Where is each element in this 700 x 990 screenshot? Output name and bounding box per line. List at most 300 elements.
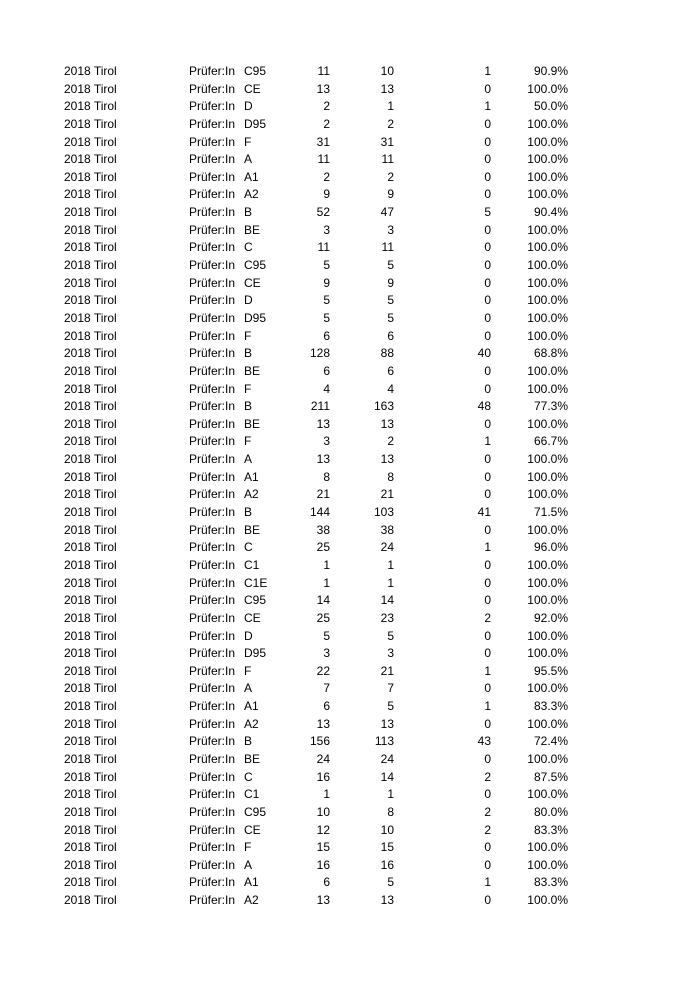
total-count-cell: 16 (316, 857, 330, 872)
examiner-cell: Prüfer:In (189, 628, 236, 643)
table-row (0, 504, 700, 522)
license-class-cell: A2 (244, 187, 259, 202)
total-count-cell: 38 (316, 522, 330, 537)
table-row (0, 222, 700, 240)
total-count-cell: 13 (316, 893, 330, 908)
table-row (0, 786, 700, 804)
license-class-cell: C95 (244, 258, 267, 273)
total-count-cell: 31 (316, 134, 330, 149)
year-region-cell: 2018 Tirol (64, 716, 117, 731)
license-class-cell: D (244, 293, 253, 308)
passed-count-cell: 8 (387, 469, 394, 484)
total-count-cell: 5 (323, 628, 330, 643)
total-count-cell: 11 (317, 64, 330, 78)
passed-count-cell: 11 (381, 152, 394, 167)
passed-count-cell: 9 (387, 187, 394, 202)
pass-rate-cell: 100.0% (527, 452, 568, 467)
year-region-cell: 2018 Tirol (64, 187, 117, 202)
license-class-cell: BE (244, 222, 261, 237)
passed-count-cell: 5 (387, 310, 394, 325)
total-count-cell: 6 (323, 328, 330, 343)
passed-count-cell: 21 (380, 663, 394, 678)
table-row (0, 522, 700, 540)
failed-count-cell: 2 (484, 804, 491, 819)
examiner-cell: Prüfer:In (189, 540, 236, 555)
year-region-cell: 2018 Tirol (64, 416, 117, 431)
pass-rate-cell: 100.0% (527, 116, 568, 131)
license-class-cell: D (244, 99, 253, 114)
total-count-cell: 8 (323, 469, 330, 484)
examiner-cell: Prüfer:In (189, 840, 236, 855)
examiner-cell: Prüfer:In (189, 593, 236, 608)
pass-rate-cell: 100.0% (527, 416, 568, 431)
year-region-cell: 2018 Tirol (64, 522, 117, 537)
total-count-cell: 6 (323, 875, 330, 890)
passed-count-cell: 6 (387, 328, 394, 343)
license-class-cell: A2 (244, 893, 259, 908)
failed-count-cell: 0 (484, 416, 491, 431)
year-region-cell: 2018 Tirol (64, 240, 117, 255)
license-class-cell: C95 (244, 64, 267, 78)
examiner-cell: Prüfer:In (189, 557, 236, 572)
examiner-cell: Prüfer:In (189, 399, 236, 414)
table-row (0, 239, 700, 257)
year-region-cell: 2018 Tirol (64, 840, 117, 855)
failed-count-cell: 0 (484, 222, 491, 237)
table-row (0, 292, 700, 310)
license-class-cell: CE (244, 822, 261, 837)
examiner-cell: Prüfer:In (189, 293, 236, 308)
table-row (0, 151, 700, 169)
passed-count-cell: 1 (387, 787, 394, 802)
table-row (0, 575, 700, 593)
failed-count-cell: 0 (484, 487, 491, 502)
total-count-cell: 3 (323, 646, 330, 661)
license-class-cell: A1 (244, 469, 259, 484)
failed-count-cell: 0 (484, 575, 491, 590)
year-region-cell: 2018 Tirol (64, 681, 117, 696)
failed-count-cell: 1 (484, 699, 491, 714)
data-table (0, 63, 700, 910)
pass-rate-cell: 100.0% (527, 716, 568, 731)
year-region-cell: 2018 Tirol (64, 734, 117, 749)
passed-count-cell: 5 (387, 699, 394, 714)
license-class-cell: F (244, 663, 252, 678)
pass-rate-cell: 100.0% (527, 381, 568, 396)
passed-count-cell: 16 (380, 857, 394, 872)
failed-count-cell: 0 (484, 557, 491, 572)
examiner-cell: Prüfer:In (189, 716, 236, 731)
failed-count-cell: 0 (484, 169, 491, 184)
pass-rate-cell: 68.8% (533, 346, 568, 361)
pass-rate-cell: 100.0% (527, 81, 568, 96)
total-count-cell: 15 (316, 840, 330, 855)
examiner-cell: Prüfer:In (189, 381, 236, 396)
license-class-cell: A (244, 152, 253, 167)
passed-count-cell: 5 (387, 875, 394, 890)
year-region-cell: 2018 Tirol (64, 169, 117, 184)
passed-count-cell: 13 (380, 416, 394, 431)
year-region-cell: 2018 Tirol (64, 575, 117, 590)
year-region-cell: 2018 Tirol (64, 557, 117, 572)
total-count-cell: 9 (323, 275, 330, 290)
passed-count-cell: 14 (380, 769, 394, 784)
failed-count-cell: 0 (484, 328, 491, 343)
failed-count-cell: 0 (484, 452, 491, 467)
total-count-cell: 52 (316, 205, 330, 220)
license-class-cell: A (244, 857, 253, 872)
total-count-cell: 11 (317, 240, 330, 255)
table-row (0, 469, 700, 487)
table-row (0, 451, 700, 469)
pass-rate-cell: 66.7% (533, 434, 568, 449)
passed-count-cell: 5 (387, 258, 394, 273)
table-row (0, 363, 700, 381)
total-count-cell: 2 (323, 169, 330, 184)
failed-count-cell: 1 (484, 663, 491, 678)
examiner-cell: Prüfer:In (189, 893, 236, 908)
failed-count-cell: 0 (484, 840, 491, 855)
examiner-cell: Prüfer:In (189, 769, 236, 784)
examiner-cell: Prüfer:In (189, 310, 236, 325)
license-class-cell: D95 (244, 310, 267, 325)
license-class-cell: C95 (244, 593, 267, 608)
total-count-cell: 22 (316, 663, 330, 678)
pass-rate-cell: 87.5% (533, 769, 568, 784)
passed-count-cell: 163 (373, 399, 394, 414)
pass-rate-cell: 100.0% (527, 152, 568, 167)
year-region-cell: 2018 Tirol (64, 593, 117, 608)
pass-rate-cell: 100.0% (527, 857, 568, 872)
table-row (0, 804, 700, 822)
total-count-cell: 2 (323, 99, 330, 114)
total-count-cell: 4 (323, 381, 330, 396)
passed-count-cell: 103 (373, 505, 394, 520)
failed-count-cell: 0 (484, 646, 491, 661)
table-row (0, 416, 700, 434)
year-region-cell: 2018 Tirol (64, 610, 117, 625)
pass-rate-cell: 100.0% (527, 328, 568, 343)
failed-count-cell: 0 (484, 134, 491, 149)
year-region-cell: 2018 Tirol (64, 822, 117, 837)
passed-count-cell: 1 (387, 557, 394, 572)
total-count-cell: 13 (316, 716, 330, 731)
year-region-cell: 2018 Tirol (64, 399, 117, 414)
table-row (0, 186, 700, 204)
examiner-cell: Prüfer:In (189, 505, 236, 520)
passed-count-cell: 2 (387, 116, 394, 131)
total-count-cell: 144 (309, 505, 330, 520)
examiner-cell: Prüfer:In (189, 663, 236, 678)
license-class-cell: B (244, 346, 253, 361)
license-class-cell: CE (244, 81, 261, 96)
passed-count-cell: 10 (380, 64, 394, 78)
table-row (0, 592, 700, 610)
passed-count-cell: 24 (380, 751, 394, 766)
failed-count-cell: 0 (484, 681, 491, 696)
pass-rate-cell: 77.3% (533, 399, 568, 414)
passed-count-cell: 5 (387, 628, 394, 643)
pass-rate-cell: 100.0% (527, 134, 568, 149)
failed-count-cell: 41 (477, 505, 491, 520)
failed-count-cell: 0 (484, 293, 491, 308)
passed-count-cell: 5 (387, 293, 394, 308)
table-row (0, 628, 700, 646)
total-count-cell: 1 (323, 787, 330, 802)
pass-rate-cell: 92.0% (533, 610, 568, 625)
passed-count-cell: 24 (380, 540, 394, 555)
failed-count-cell: 0 (484, 469, 491, 484)
license-class-cell: F (244, 328, 252, 343)
passed-count-cell: 13 (380, 716, 394, 731)
examiner-cell: Prüfer:In (189, 522, 236, 537)
license-class-cell: C95 (244, 804, 267, 819)
total-count-cell: 16 (316, 769, 330, 784)
table-row (0, 486, 700, 504)
total-count-cell: 13 (316, 452, 330, 467)
failed-count-cell: 2 (484, 822, 491, 837)
passed-count-cell: 2 (387, 434, 394, 449)
passed-count-cell: 7 (387, 681, 394, 696)
total-count-cell: 128 (309, 346, 330, 361)
examiner-cell: Prüfer:In (189, 822, 236, 837)
license-class-cell: F (244, 434, 252, 449)
pass-rate-cell: 100.0% (527, 469, 568, 484)
year-region-cell: 2018 Tirol (64, 293, 117, 308)
license-class-cell: A1 (244, 699, 259, 714)
passed-count-cell: 15 (380, 840, 394, 855)
total-count-cell: 10 (316, 804, 330, 819)
pass-rate-cell: 83.3% (533, 875, 568, 890)
pass-rate-cell: 100.0% (527, 293, 568, 308)
license-class-cell: F (244, 840, 252, 855)
total-count-cell: 7 (323, 681, 330, 696)
passed-count-cell: 13 (380, 81, 394, 96)
pass-rate-cell: 100.0% (527, 487, 568, 502)
pass-rate-cell: 100.0% (527, 258, 568, 273)
license-class-cell: C1E (244, 575, 268, 590)
examiner-cell: Prüfer:In (189, 646, 236, 661)
table-row (0, 874, 700, 892)
total-count-cell: 25 (316, 610, 330, 625)
license-class-cell: BE (244, 751, 261, 766)
pass-rate-cell: 100.0% (527, 363, 568, 378)
failed-count-cell: 1 (484, 540, 491, 555)
year-region-cell: 2018 Tirol (64, 505, 117, 520)
table-row (0, 116, 700, 134)
total-count-cell: 5 (323, 293, 330, 308)
table-row (0, 822, 700, 840)
examiner-cell: Prüfer:In (189, 487, 236, 502)
year-region-cell: 2018 Tirol (64, 134, 117, 149)
passed-count-cell: 10 (380, 822, 394, 837)
passed-count-cell: 14 (380, 593, 394, 608)
table-row (0, 81, 700, 99)
examiner-cell: Prüfer:In (189, 328, 236, 343)
passed-count-cell: 23 (380, 610, 394, 625)
year-region-cell: 2018 Tirol (64, 81, 117, 96)
failed-count-cell: 43 (477, 734, 491, 749)
pass-rate-cell: 71.5% (533, 505, 568, 520)
table-row (0, 63, 700, 81)
failed-count-cell: 40 (477, 346, 491, 361)
pass-rate-cell: 100.0% (527, 681, 568, 696)
examiner-cell: Prüfer:In (189, 275, 236, 290)
year-region-cell: 2018 Tirol (64, 857, 117, 872)
pass-rate-cell: 83.3% (533, 699, 568, 714)
failed-count-cell: 0 (484, 751, 491, 766)
pass-rate-cell: 100.0% (527, 522, 568, 537)
total-count-cell: 24 (316, 751, 330, 766)
examiner-cell: Prüfer:In (189, 64, 236, 78)
examiner-cell: Prüfer:In (189, 787, 236, 802)
pass-rate-cell: 100.0% (527, 751, 568, 766)
passed-count-cell: 9 (387, 275, 394, 290)
table-row (0, 275, 700, 293)
examiner-cell: Prüfer:In (189, 134, 236, 149)
examiner-cell: Prüfer:In (189, 346, 236, 361)
examiner-cell: Prüfer:In (189, 681, 236, 696)
year-region-cell: 2018 Tirol (64, 769, 117, 784)
failed-count-cell: 1 (484, 64, 491, 78)
table-row (0, 751, 700, 769)
total-count-cell: 3 (323, 222, 330, 237)
examiner-cell: Prüfer:In (189, 751, 236, 766)
license-class-cell: BE (244, 522, 261, 537)
pass-rate-cell: 100.0% (527, 575, 568, 590)
license-class-cell: F (244, 134, 252, 149)
examiner-cell: Prüfer:In (189, 610, 236, 625)
pass-rate-cell: 90.4% (533, 205, 568, 220)
total-count-cell: 156 (309, 734, 330, 749)
year-region-cell: 2018 Tirol (64, 663, 117, 678)
year-region-cell: 2018 Tirol (64, 64, 117, 78)
total-count-cell: 14 (316, 593, 330, 608)
total-count-cell: 21 (316, 487, 330, 502)
license-class-cell: D (244, 628, 253, 643)
year-region-cell: 2018 Tirol (64, 116, 117, 131)
license-class-cell: D95 (244, 646, 267, 661)
examiner-cell: Prüfer:In (189, 240, 236, 255)
table-row (0, 539, 700, 557)
pass-rate-cell: 100.0% (527, 169, 568, 184)
passed-count-cell: 13 (380, 893, 394, 908)
total-count-cell: 6 (323, 699, 330, 714)
table-row (0, 839, 700, 857)
license-class-cell: BE (244, 363, 261, 378)
failed-count-cell: 1 (484, 875, 491, 890)
license-class-cell: D95 (244, 116, 267, 131)
examiner-cell: Prüfer:In (189, 416, 236, 431)
failed-count-cell: 0 (484, 187, 491, 202)
table-row (0, 310, 700, 328)
year-region-cell: 2018 Tirol (64, 99, 117, 114)
passed-count-cell: 38 (380, 522, 394, 537)
year-region-cell: 2018 Tirol (64, 258, 117, 273)
year-region-cell: 2018 Tirol (64, 699, 117, 714)
year-region-cell: 2018 Tirol (64, 893, 117, 908)
failed-count-cell: 0 (484, 81, 491, 96)
total-count-cell: 9 (323, 187, 330, 202)
failed-count-cell: 0 (484, 522, 491, 537)
passed-count-cell: 3 (387, 222, 394, 237)
failed-count-cell: 48 (477, 399, 491, 414)
total-count-cell: 12 (316, 822, 330, 837)
year-region-cell: 2018 Tirol (64, 804, 117, 819)
year-region-cell: 2018 Tirol (64, 275, 117, 290)
examiner-cell: Prüfer:In (189, 205, 236, 220)
table-row (0, 892, 700, 910)
table-row (0, 398, 700, 416)
passed-count-cell: 8 (387, 804, 394, 819)
failed-count-cell: 0 (484, 857, 491, 872)
table-row (0, 557, 700, 575)
pass-rate-cell: 100.0% (527, 187, 568, 202)
examiner-cell: Prüfer:In (189, 699, 236, 714)
failed-count-cell: 0 (484, 593, 491, 608)
passed-count-cell: 3 (387, 646, 394, 661)
failed-count-cell: 0 (484, 363, 491, 378)
year-region-cell: 2018 Tirol (64, 363, 117, 378)
pass-rate-cell: 100.0% (527, 787, 568, 802)
total-count-cell: 3 (323, 434, 330, 449)
pass-rate-cell: 83.3% (533, 822, 568, 837)
examiner-cell: Prüfer:In (189, 734, 236, 749)
license-class-cell: B (244, 399, 253, 414)
year-region-cell: 2018 Tirol (64, 787, 117, 802)
year-region-cell: 2018 Tirol (64, 381, 117, 396)
table-row (0, 433, 700, 451)
passed-count-cell: 88 (380, 346, 394, 361)
failed-count-cell: 0 (484, 258, 491, 273)
failed-count-cell: 0 (484, 116, 491, 131)
year-region-cell: 2018 Tirol (64, 434, 117, 449)
license-class-cell: A2 (244, 716, 259, 731)
year-region-cell: 2018 Tirol (64, 452, 117, 467)
pass-rate-cell: 100.0% (527, 240, 568, 255)
failed-count-cell: 1 (484, 434, 491, 449)
license-class-cell: A1 (244, 875, 259, 890)
table-row (0, 857, 700, 875)
passed-count-cell: 6 (387, 363, 394, 378)
year-region-cell: 2018 Tirol (64, 646, 117, 661)
total-count-cell: 2 (323, 116, 330, 131)
examiner-cell: Prüfer:In (189, 363, 236, 378)
year-region-cell: 2018 Tirol (64, 875, 117, 890)
examiner-cell: Prüfer:In (189, 222, 236, 237)
examiner-cell: Prüfer:In (189, 99, 236, 114)
pass-rate-cell: 100.0% (527, 275, 568, 290)
examiner-cell: Prüfer:In (189, 116, 236, 131)
total-count-cell: 13 (316, 81, 330, 96)
pass-rate-cell: 100.0% (527, 310, 568, 325)
failed-count-cell: 0 (484, 240, 491, 255)
license-class-cell: CE (244, 610, 261, 625)
total-count-cell: 1 (323, 575, 330, 590)
total-count-cell: 6 (323, 363, 330, 378)
year-region-cell: 2018 Tirol (64, 222, 117, 237)
license-class-cell: B (244, 734, 253, 749)
year-region-cell: 2018 Tirol (64, 628, 117, 643)
license-class-cell: A2 (244, 487, 259, 502)
failed-count-cell: 5 (484, 205, 491, 220)
pass-rate-cell: 100.0% (527, 628, 568, 643)
year-region-cell: 2018 Tirol (64, 152, 117, 167)
year-region-cell: 2018 Tirol (64, 346, 117, 361)
table-row (0, 769, 700, 787)
license-class-cell: C1 (244, 787, 260, 802)
table-row (0, 257, 700, 275)
